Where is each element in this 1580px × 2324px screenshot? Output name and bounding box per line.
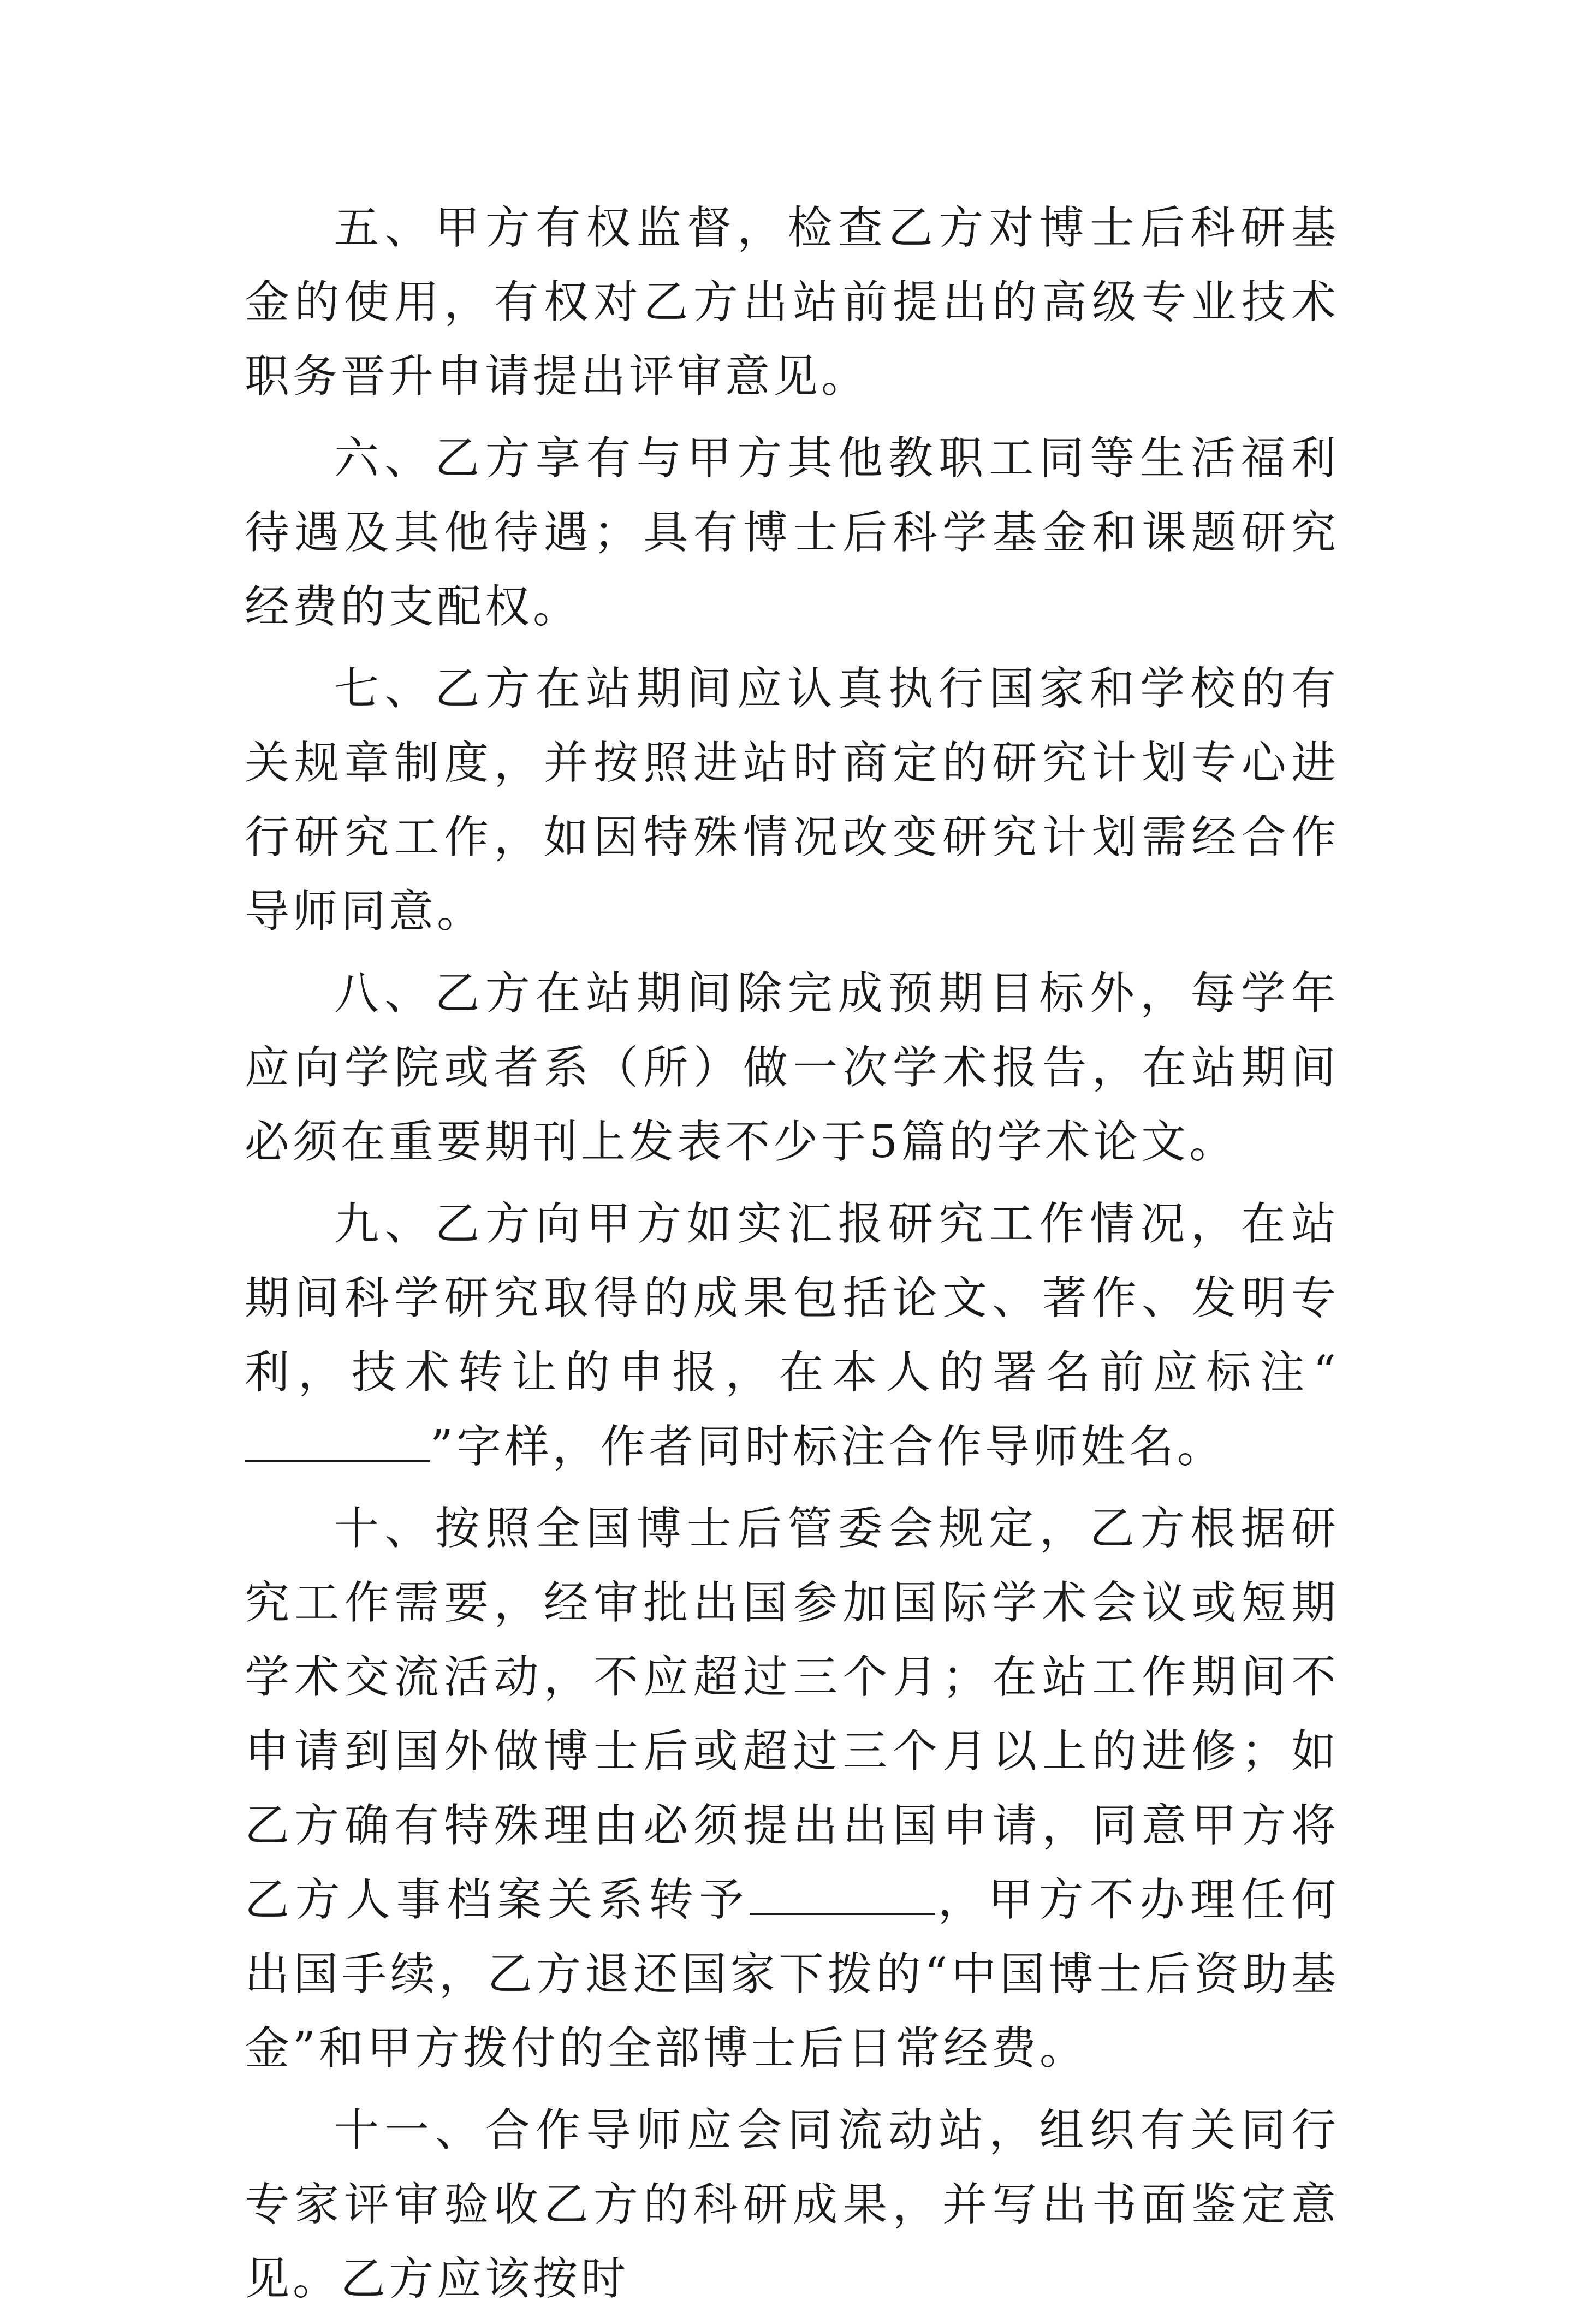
clause-8-text: 八、乙方在站期间除完成预期目标外，每学年应向学院或者系（所）做一次学术报告，在站期间必须在重要期刊上发表不少于5篇的学术论文。 [245,968,1339,1168]
clause-9-text-after-blank: ”字样，作者同时标注合作导师姓名。 [430,1421,1225,1473]
clause-10-text-before-blank: 十、按照全国博士后管委会规定，乙方根据研究工作需要，经审批出国参加国际学术会议或短期学术交流活动，不应超过三个月；在站工作期间不申请到国外做博士后或超过三个月以上的进修；如乙方确有特殊理由必须提出出国申请，同意甲方将乙方人事档案关系转予 [245,1503,1339,1926]
clause-9 [245,1187,1339,1484]
clause-11 [245,2094,1339,2316]
clause-5 [245,191,1339,414]
clause-10 [245,1492,1339,2086]
fill-in-blank-transfer-unit[interactable] [750,1875,935,1915]
clause-7 [245,652,1339,949]
clause-6-text: 六、乙方享有与甲方其他教职工同等生活福利待遇及其他待遇；具有博士后科学基金和课题研究经费的支配权。 [245,432,1339,633]
clause-10-text-after-blank: ，甲方不办理任何出国手续，乙方退还国家下拨的“中国博士后资助基金”和甲方拨付的全部博士后日常经费。 [245,1874,1339,2074]
document-body [245,191,1339,2324]
clause-7-text: 七、乙方在站期间应认真执行国家和学校的有关规章制度，并按照进站时商定的研究计划专心进行研究工作，如因特殊情况改变研究计划需经合作导师同意。 [245,663,1339,938]
clause-11-text: 十一、合作导师应会同流动站，组织有关同行专家评审验收乙方的科研成果，并写出书面鉴定意见。乙方应该按时 [245,2104,1339,2305]
clause-5-text: 五、甲方有权监督，检查乙方对博士后科研基金的使用，有权对乙方出站前提出的高级专业技术职务晋升申请提出评审意见。 [245,202,1339,402]
clause-9-text-before-blank: 九、乙方向甲方如实汇报研究工作情况，在站期间科学研究取得的成果包括论文、著作、发明专利，技术转让的申报，在本人的署名前应标注“ [245,1198,1339,1398]
clause-6 [245,422,1339,644]
fill-in-blank-unit-name[interactable] [245,1422,430,1462]
clause-8 [245,957,1339,1179]
